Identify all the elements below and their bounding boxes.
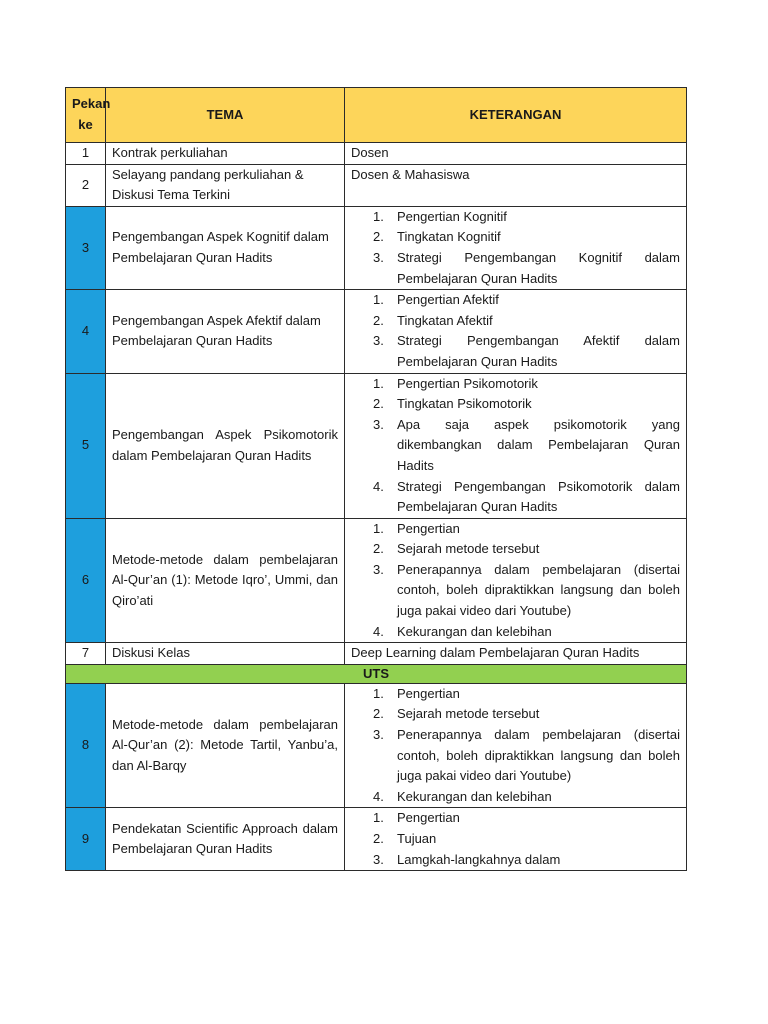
table-row — [66, 143, 687, 165]
list-item: 1. Pengertian Psikomotorik — [373, 375, 538, 391]
table-header-row — [66, 88, 687, 143]
list-item: 3. Penerapannya dalam pembelajaran (disertai contoh, boleh dipraktikkan langsung dan boleh juga pakai video dari Youtube) — [373, 561, 680, 619]
list-item: 2. Tingkatan Afektif — [373, 312, 493, 328]
theme-cell: Metode-metode dalam pembelajaran Al-Qur’an (2): Metode Tartil, Yanbu’a, dan Al-Barqy — [106, 683, 345, 808]
list-item: 1. Pengertian Kognitif — [373, 208, 507, 224]
list-item: 3. Penerapannya dalam pembelajaran (disertai contoh, boleh dipraktikkan langsung dan boleh juga pakai video dari Youtube) — [373, 727, 680, 784]
list-item-text: Pengertian — [397, 810, 460, 826]
week-number: 5 — [66, 373, 106, 518]
header-note: KETERANGAN — [345, 88, 687, 143]
week-number: 9 — [66, 808, 106, 871]
list-item: 2. Tingkatan Psikomotorik — [373, 396, 532, 412]
table-row — [66, 164, 687, 206]
list-item-text: Pengertian — [397, 685, 460, 701]
table-row — [66, 808, 687, 871]
list-item-text: Kekurangan dan kelebihan — [397, 623, 552, 639]
list-item: 4. Kekurangan dan kelebihan — [373, 623, 552, 639]
list-item-text: Pengertian Psikomotorik — [397, 375, 538, 391]
table-row — [66, 290, 687, 373]
uts-divider-row — [66, 664, 687, 683]
theme-cell: Metode-metode dalam pembelajaran Al-Qur’an (1): Metode Iqro’, Ummi, dan Qiro’ati — [106, 518, 345, 643]
theme-cell: Pengembangan Aspek Kognitif dalam Pembelajaran Quran Hadits — [106, 206, 345, 289]
topic-list — [351, 290, 680, 372]
list-item: 1. Pengertian — [373, 520, 460, 536]
list-item: 2. Sejarah metode tersebut — [373, 706, 540, 722]
list-item: 3. Lamgkah-langkahnya dalam — [373, 851, 561, 867]
list-item-text: Strategi Pengembangan Psikomotorik dalam Pembelajaran Quran Hadits — [397, 478, 680, 515]
list-item-text: Kekurangan dan kelebihan — [397, 788, 552, 804]
list-item-text: Tujuan — [397, 831, 437, 846]
theme-cell: Kontrak perkuliahan — [106, 143, 345, 165]
table-row — [66, 518, 687, 643]
week-number: 8 — [66, 683, 106, 808]
table-row — [66, 643, 687, 665]
list-item-text: Lamgkah-langkahnya dalam — [397, 851, 561, 867]
note-cell: Deep Learning dalam Pembelajaran Quran Hadits — [345, 643, 687, 665]
note-cell — [345, 683, 687, 808]
week-number: 6 — [66, 518, 106, 643]
theme-cell: Pengembangan Aspek Afektif dalam Pembelajaran Quran Hadits — [106, 290, 345, 373]
list-item-text: Sejarah metode tersebut — [397, 541, 540, 557]
list-item-text: Penerapannya dalam pembelajaran (disertai contoh, boleh dipraktikkan langsung dan boleh juga pakai video dari Youtube) — [397, 727, 680, 784]
list-item-text: Tingkatan Kognitif — [397, 229, 501, 245]
note-cell: Dosen & Mahasiswa — [345, 164, 687, 206]
list-item: 3. Strategi Pengembangan Afektif dalam Pembelajaran Quran Hadits — [373, 333, 680, 369]
course-schedule-table — [65, 87, 687, 871]
note-cell — [345, 808, 687, 871]
list-item-text: Pengertian Afektif — [397, 292, 499, 308]
list-item: 4. Kekurangan dan kelebihan — [373, 788, 552, 804]
week-number: 7 — [66, 643, 106, 665]
list-item-text: Pengertian — [397, 520, 460, 536]
topic-list — [351, 808, 680, 870]
list-item: 3. Apa saja aspek psikomotorik yang dikembangkan dalam Pembelajaran Quran Hadits — [373, 416, 680, 473]
list-item-text: Sejarah metode tersebut — [397, 706, 540, 722]
list-item: 3. Strategi Pengembangan Kognitif dalam Pembelajaran Quran Hadits — [373, 249, 680, 286]
uts-label: UTS — [66, 664, 687, 683]
list-item-text: Penerapannya dalam pembelajaran (disertai contoh, boleh dipraktikkan langsung dan boleh juga pakai video dari Youtube) — [397, 561, 680, 619]
topic-list — [351, 207, 680, 289]
topic-list — [351, 519, 680, 643]
list-item-text: Tingkatan Psikomotorik — [397, 396, 532, 412]
week-number: 1 — [66, 143, 106, 165]
header-theme: TEMA — [106, 88, 345, 143]
list-item: 1. Pengertian — [373, 810, 460, 826]
list-item: 1. Pengertian Afektif — [373, 292, 499, 308]
theme-cell: Diskusi Kelas — [106, 643, 345, 665]
list-item-text: Tingkatan Afektif — [397, 312, 493, 328]
list-item: 2. Tujuan — [373, 831, 437, 846]
topic-list — [351, 684, 680, 808]
note-cell — [345, 206, 687, 289]
list-item: 4. Strategi Pengembangan Psikomotorik dalam Pembelajaran Quran Hadits — [373, 478, 680, 515]
list-item-text: Strategi Pengembangan Afektif dalam Pembelajaran Quran Hadits — [397, 333, 680, 369]
list-item: 2. Sejarah metode tersebut — [373, 541, 540, 557]
theme-cell: Pendekatan Scientific Approach dalam Pembelajaran Quran Hadits — [106, 808, 345, 871]
list-item-text: Strategi Pengembangan Kognitif dalam Pembelajaran Quran Hadits — [397, 249, 680, 286]
header-week: Pekan ke — [66, 88, 106, 143]
list-item-text: Pengertian Kognitif — [397, 208, 507, 224]
list-item-text: Apa saja aspek psikomotorik yang dikembangkan dalam Pembelajaran Quran Hadits — [397, 416, 680, 473]
week-number: 3 — [66, 206, 106, 289]
table-row — [66, 683, 687, 808]
note-cell — [345, 290, 687, 373]
topic-list — [351, 374, 680, 518]
list-item: 1. Pengertian — [373, 685, 460, 701]
note-cell — [345, 518, 687, 643]
week-number: 4 — [66, 290, 106, 373]
note-cell — [345, 373, 687, 518]
theme-cell: Pengembangan Aspek Psikomotorik dalam Pembelajaran Quran Hadits — [106, 373, 345, 518]
week-number: 2 — [66, 164, 106, 206]
table-row — [66, 206, 687, 289]
table-row — [66, 373, 687, 518]
note-cell: Dosen — [345, 143, 687, 165]
list-item: 2. Tingkatan Kognitif — [373, 229, 501, 245]
theme-cell: Selayang pandang perkuliahan & Diskusi Tema Terkini — [106, 164, 345, 206]
